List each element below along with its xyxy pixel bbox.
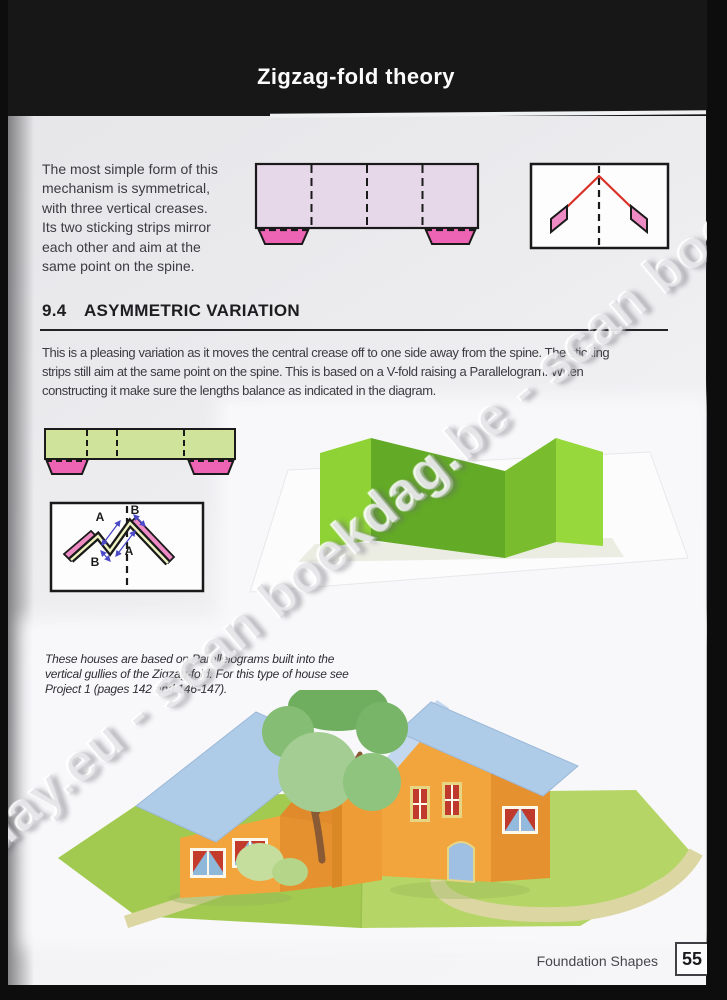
- page-title: Zigzag-fold theory: [257, 64, 455, 89]
- symmetric-net-diagram: [252, 160, 482, 250]
- scan-border-left: [0, 0, 8, 1000]
- label-a-lower: A: [124, 544, 134, 558]
- section-heading: [42, 301, 300, 321]
- length-balance-diagram: [48, 500, 206, 595]
- intro-line: same point on the spine.: [42, 258, 195, 275]
- section-number: 9.4: [42, 301, 67, 320]
- header-band: [0, 0, 727, 116]
- gable-window-1: [410, 786, 430, 822]
- caption-line: vertical gullies of the Zigzag-fold. For this type of house see: [45, 667, 349, 682]
- intro-line: with three vertical creases.: [42, 199, 208, 216]
- paragraph-line: constructing it make sure the lengths balance as indicated in the diagram.: [42, 383, 436, 398]
- label-b-lower: B: [90, 555, 100, 569]
- intro-line: each other and aim at the: [42, 238, 201, 255]
- scan-border-right: [707, 0, 727, 1000]
- page-number: 55: [681, 948, 703, 969]
- paragraph-line: strips still aim at the same point on the spine. This is based on a V-fold raising a Parallelogram. When: [42, 364, 584, 379]
- caption-line: These houses are based on Parallelograms built into the: [45, 652, 335, 666]
- page-number-box: [675, 942, 709, 976]
- paragraph-line: This is a pleasing variation as it moves the central crease off to one side away from the spine. The sticking: [42, 345, 610, 360]
- footer-section-name: Foundation Shapes: [536, 953, 658, 969]
- section-title: ASYMMETRIC VARIATION: [83, 301, 300, 320]
- intro-line: Its two sticking strips mirror: [42, 219, 211, 236]
- watermark-text: day.eu - scan boekdag.be - scan: [0, 270, 661, 866]
- label-b-upper: B: [130, 503, 140, 517]
- v-fold-diagram: [527, 160, 672, 252]
- arched-door: [448, 842, 474, 882]
- left-house-window-1: [190, 848, 226, 878]
- asymmetric-net-diagram: [42, 426, 238, 478]
- side-window: [502, 806, 538, 834]
- intro-line: The most simple form of this: [42, 161, 218, 177]
- label-a-upper: A: [95, 510, 105, 524]
- scan-border-bottom: [0, 985, 727, 1000]
- intro-line: mechanism is symmetrical,: [42, 180, 211, 197]
- gable-window-2: [442, 782, 462, 818]
- caption-line: Project 1 (pages 142 and 146-147).: [45, 682, 227, 697]
- intro-paragraph: [42, 160, 218, 276]
